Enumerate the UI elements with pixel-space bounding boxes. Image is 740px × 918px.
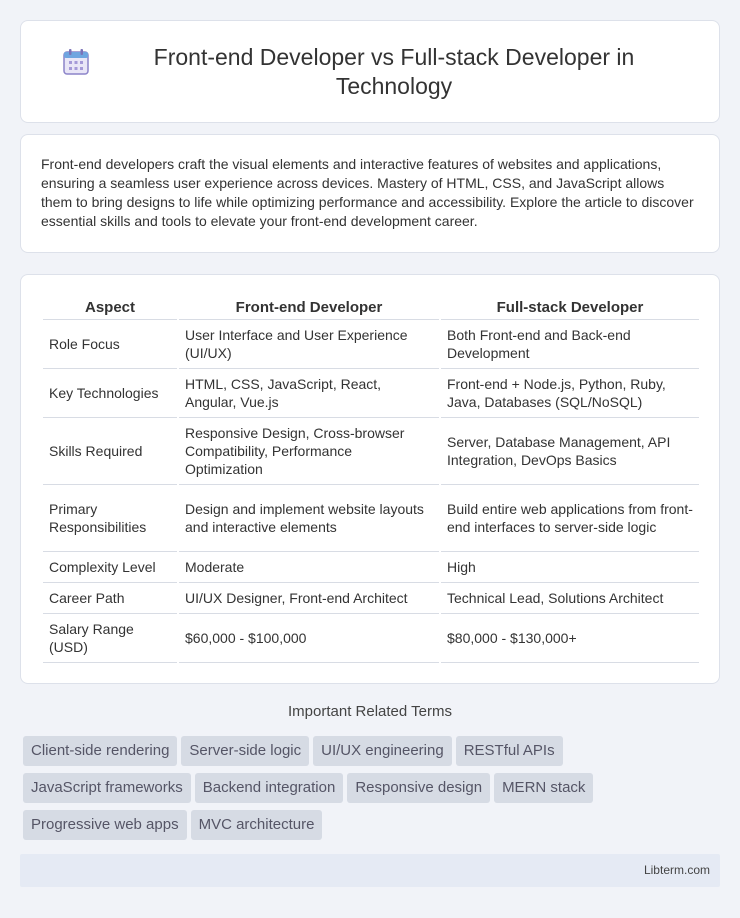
table-cell: Primary Responsibilities bbox=[43, 485, 178, 552]
table-row bbox=[43, 369, 699, 418]
page-title: Front-end Developer vs Full-stack Developer in Technology bbox=[153, 43, 635, 99]
title-card bbox=[20, 20, 720, 123]
related-term-tag[interactable]: Responsive design bbox=[347, 773, 490, 803]
table-row bbox=[43, 583, 699, 614]
table-row bbox=[43, 485, 699, 552]
header-full-stack: Full-stack Developer bbox=[440, 295, 699, 320]
footer bbox=[20, 854, 720, 887]
calendar-icon bbox=[61, 47, 91, 77]
table-header-row bbox=[43, 295, 699, 320]
footer-brand-link[interactable]: Libterm.com bbox=[643, 863, 710, 877]
header-aspect: Aspect bbox=[43, 295, 178, 320]
table-cell: Server, Database Management, API Integration, DevOps Basics bbox=[440, 418, 699, 485]
related-term-tag[interactable]: MVC architecture bbox=[191, 810, 323, 840]
comparison-card bbox=[20, 274, 720, 684]
table-cell: Technical Lead, Solutions Architect bbox=[440, 583, 699, 614]
table-cell: Salary Range (USD) bbox=[43, 614, 178, 663]
table-cell: UI/UX Designer, Front-end Architect bbox=[178, 583, 440, 614]
intro-card bbox=[20, 134, 720, 253]
related-term-tag[interactable]: UI/UX engineering bbox=[313, 736, 452, 766]
table-cell: HTML, CSS, JavaScript, React, Angular, Vue.js bbox=[178, 369, 440, 418]
table-cell: Front-end + Node.js, Python, Ruby, Java, Databases (SQL/NoSQL) bbox=[440, 369, 699, 418]
related-term-tag[interactable]: Server-side logic bbox=[181, 736, 309, 766]
table-cell: Complexity Level bbox=[43, 552, 178, 583]
header-front-end: Front-end Developer bbox=[178, 295, 440, 320]
table-cell: Responsive Design, Cross-browser Compatibility, Performance Optimization bbox=[178, 418, 440, 485]
related-term-tag[interactable]: Progressive web apps bbox=[23, 810, 187, 840]
table-cell: Build entire web applications from front-end interfaces to server-side logic bbox=[440, 485, 699, 552]
related-term-tag[interactable]: MERN stack bbox=[494, 773, 593, 803]
related-term-tag[interactable]: RESTful APIs bbox=[456, 736, 563, 766]
related-terms-list bbox=[23, 736, 723, 847]
table-cell: Both Front-end and Back-end Development bbox=[440, 320, 699, 369]
related-term-tag[interactable]: JavaScript frameworks bbox=[23, 773, 191, 803]
table-row bbox=[43, 552, 699, 583]
table-row bbox=[43, 614, 699, 663]
title-wrap bbox=[21, 43, 719, 101]
related-terms-title: Important Related Terms bbox=[288, 703, 452, 720]
table-cell: Key Technologies bbox=[43, 369, 178, 418]
table-cell: Moderate bbox=[178, 552, 440, 583]
table-cell: Design and implement website layouts and interactive elements bbox=[178, 485, 440, 552]
table-row bbox=[43, 418, 699, 485]
table-cell: User Interface and User Experience (UI/UX) bbox=[178, 320, 440, 369]
table-cell: High bbox=[440, 552, 699, 583]
table-row bbox=[43, 320, 699, 369]
related-term-tag[interactable]: Backend integration bbox=[195, 773, 344, 803]
table-cell: Role Focus bbox=[43, 320, 178, 369]
table-cell: Skills Required bbox=[43, 418, 178, 485]
table-cell: $60,000 - $100,000 bbox=[178, 614, 440, 663]
comparison-table bbox=[43, 295, 699, 663]
intro-text: Front-end developers craft the visual elements and interactive features of websites and applications, ensuring a seamless user experience across devices. Mastery of HTML, CSS, and JavaScript allows them to bring designs to life while optimizing performance and accessibility. Explore the article to discover essential skills and tools to elevate your front-end development career. bbox=[41, 156, 694, 229]
related-term-tag[interactable]: Client-side rendering bbox=[23, 736, 177, 766]
table-cell: Career Path bbox=[43, 583, 178, 614]
table-cell: $80,000 - $130,000+ bbox=[440, 614, 699, 663]
